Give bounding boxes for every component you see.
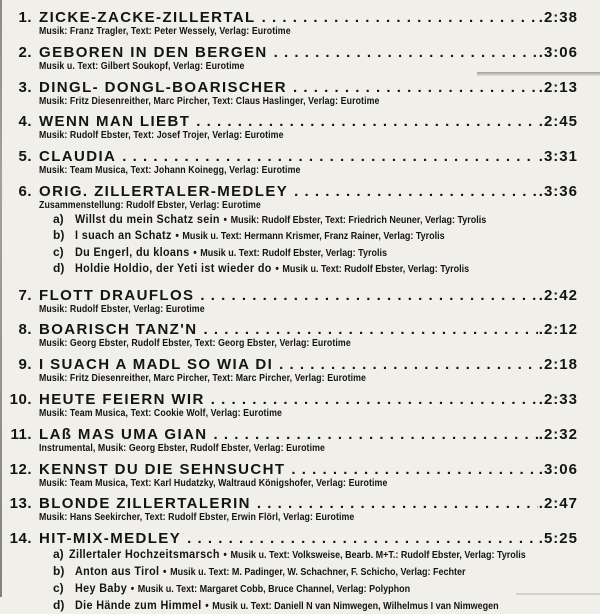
subitem-title: Zillertaler Hochzeitsmarsch: [68, 547, 220, 562]
bullet-separator-icon: •: [205, 599, 209, 612]
track-duration: . 3:31: [539, 149, 578, 165]
track-title-row: [4, 80, 578, 96]
dot-leader: [294, 184, 538, 200]
medley-subitem: [53, 581, 578, 598]
track-title-row: [4, 322, 578, 338]
subitem-title: Hey Baby: [75, 580, 128, 595]
track-title: FLOTT DRAUFLOS: [39, 286, 195, 304]
track-duration: . 3:06: [539, 462, 578, 478]
subitem-content: [75, 245, 387, 261]
dot-leader: [293, 80, 538, 96]
track-credit: Musik: Franz Tragler, Text: Peter Wessely, Verlag: Eurotime: [39, 26, 291, 37]
track-title-row: [4, 114, 578, 130]
track-title-row: [4, 45, 578, 61]
track-number: 8.: [18, 321, 32, 339]
track-title: DINGL- DONGL-BOARISCHER: [39, 78, 288, 96]
subitem-title: Holdie Holdio, der Yeti ist wieder do: [75, 261, 272, 276]
medley-subitems: [53, 547, 578, 614]
dot-leader: [122, 149, 538, 165]
track-credit: Instrumental, Musik: Georg Ebster, Rudolf Ebster, Verlag: Eurotime: [39, 442, 325, 454]
subitem-label: d): [53, 597, 65, 612]
dot-leader: [274, 45, 538, 61]
medley-subitems: [53, 212, 578, 278]
track-credit: Musik: Team Musica, Text: Johann Koinegg, Verlag: Eurotime: [39, 165, 301, 177]
subitem-credit: Musik u. Text: Daniell N van Nimwegen, Wilhelmus I van Nimwegen: [212, 600, 499, 612]
medley-subitem: [53, 261, 578, 277]
medley-subitem: [53, 212, 578, 228]
medley-subitem: [53, 547, 578, 564]
subitem-content: [75, 581, 410, 598]
track-item: [4, 322, 578, 350]
track-duration: . 2:13: [539, 80, 578, 96]
subitem-label: a): [53, 211, 64, 226]
track-credit: Musik: Hans Seekircher, Text: Rudolf Ebster, Erwin Flörl, Verlag: Eurotime: [39, 512, 355, 524]
bullet-separator-icon: •: [130, 582, 135, 595]
track-item: [4, 114, 578, 142]
track-title-row: [4, 184, 578, 200]
track-item: [4, 288, 578, 316]
bullet-separator-icon: •: [223, 549, 227, 562]
track-duration: . 2:38: [539, 10, 578, 26]
dot-leader: [257, 496, 538, 512]
track-item: [4, 149, 578, 177]
subitem-content: [75, 212, 486, 228]
subitem-credit: Musik u. Text: Hermann Krismer, Franz Rainer, Verlag: Tyrolis: [182, 231, 445, 243]
track-number: 2.: [18, 43, 32, 61]
dot-leader: [200, 288, 537, 304]
subitem-label: d): [53, 261, 65, 276]
bullet-separator-icon: •: [223, 213, 227, 226]
subitem-credit: Musik u. Text: M. Padinger, W. Schachner, F. Schicho, Verlag: Fechter: [170, 566, 466, 578]
track-title: BOARISCH TANZ'N: [39, 321, 198, 339]
track-duration: . 3:06: [539, 45, 578, 61]
subitem-label: c): [53, 580, 64, 595]
dot-leader: [291, 462, 537, 478]
track-item: [4, 531, 578, 614]
track-title: KENNST DU DIE SEHNSUCHT: [39, 460, 286, 478]
track-credit: Musik: Team Musica, Text: Cookie Wolf, Verlag: Eurotime: [39, 408, 282, 419]
dot-leader: [196, 114, 538, 130]
dot-leader: [279, 357, 538, 373]
track-item: [4, 184, 578, 278]
subitem-content: [75, 564, 465, 581]
track-duration: . 2:45: [539, 114, 578, 130]
dot-leader: [211, 392, 538, 408]
subitem-title: Willst du mein Schatz sein: [75, 211, 220, 226]
track-title: ORIG. ZILLERTALER-MEDLEY: [39, 182, 289, 200]
track-title-row: [4, 427, 578, 443]
bullet-separator-icon: •: [193, 246, 197, 259]
subitem-title: I suach an Schatz: [75, 228, 172, 243]
subitem-credit: Musik u. Text: Margaret Cobb, Bruce Channel, Verlag: Polyphon: [137, 583, 411, 595]
track-number: 1.: [18, 9, 32, 26]
track-credit: Musik: Fritz Diesenreither, Marc Pircher, Text: Claus Haslinger, Verlag: Eurotime: [39, 95, 380, 107]
dot-leader: [203, 322, 537, 338]
track-item: [4, 462, 578, 490]
track-number: 10.: [9, 391, 32, 408]
track-duration: . 2:18: [539, 357, 578, 373]
track-title: I SUACH A MADL SO WIA DI: [39, 356, 274, 374]
track-title-row: [4, 357, 578, 373]
track-list-container: [4, 10, 578, 614]
track-number: 3.: [18, 78, 32, 96]
track-title: HEUTE FEIERN WIR: [39, 391, 205, 408]
subitem-credit: Musik u. Text: Volksweise, Bearb. M+T.: Rudolf Ebster, Verlag: Tyrolis: [230, 550, 526, 562]
subitem-credit: Musik: Rudolf Ebster, Text: Friedrich Neuner, Verlag: Tyrolis: [230, 214, 487, 226]
track-title: BLONDE ZILLERTALERIN: [39, 495, 251, 513]
track-item: [4, 357, 578, 385]
subitem-content: [75, 598, 499, 614]
track-credit: Musik: Georg Ebster, Rudolf Ebster, Text: Georg Ebster, Verlag: Eurotime: [39, 338, 351, 350]
track-title: WENN MAN LIEBT: [39, 113, 191, 131]
subitem-title: Du Engerl, du kloans: [75, 244, 190, 259]
track-number: 4.: [18, 113, 32, 131]
track-item: [4, 10, 578, 38]
subitem-label: b): [53, 228, 65, 243]
medley-subitem: [53, 245, 578, 261]
subitem-credit: Musik u. Text: Rudolf Ebster, Verlag: Tyrolis: [282, 264, 470, 276]
track-number: 14.: [9, 530, 32, 548]
track-title-row: [4, 462, 578, 478]
track-title-row: [4, 10, 578, 26]
track-duration: . 3:36: [539, 184, 578, 200]
track-title-row: [4, 392, 578, 408]
track-duration: . 5:25: [539, 531, 578, 547]
track-number: 7.: [18, 286, 32, 304]
subitem-content: [69, 547, 526, 564]
subitem-content: [75, 261, 469, 277]
dot-leader: [262, 10, 538, 26]
track-title-row: [4, 288, 578, 304]
track-duration: . 2:12: [539, 322, 578, 338]
track-credit: Musik: Team Musica, Text: Karl Hudatzky, Waltraud Königshofer, Verlag: Eurotime: [39, 477, 388, 489]
bullet-separator-icon: •: [163, 565, 167, 578]
track-credit: Zusammenstellung: Rudolf Ebster, Verlag: Eurotime: [39, 199, 261, 211]
subitem-label: b): [53, 563, 65, 578]
track-item: [4, 80, 578, 108]
track-title: CLAUDIA: [39, 148, 117, 166]
track-number: 6.: [18, 182, 32, 200]
track-number: 13.: [9, 495, 32, 513]
medley-subitem: [53, 598, 578, 614]
medley-subitem: [53, 228, 578, 244]
scan-edge-left: [0, 0, 2, 597]
scan-artifact-line: [477, 72, 600, 76]
track-credit: Musik u. Text: Gilbert Soukopf, Verlag: Eurotime: [39, 60, 245, 72]
track-title-row: [4, 496, 578, 512]
track-credit: Musik: Rudolf Ebster, Verlag: Eurotime: [39, 303, 205, 315]
track-number: 12.: [9, 460, 32, 478]
track-title: ZICKE-ZACKE-ZILLERTAL: [39, 9, 256, 26]
dot-leader: [214, 427, 538, 443]
track-item: [4, 392, 578, 420]
track-number: 9.: [18, 356, 32, 374]
track-credit: Musik: Rudolf Ebster, Text: Josef Trojer, Verlag: Eurotime: [39, 130, 284, 142]
scan-artifact-line-bottom: [516, 593, 600, 595]
track-number: 11.: [10, 425, 32, 443]
track-item: [4, 45, 578, 73]
medley-subitem: [53, 564, 578, 581]
track-title-row: [4, 149, 578, 165]
dot-leader: [187, 531, 538, 547]
subitem-label: a): [53, 547, 64, 562]
subitem-content: [75, 228, 445, 244]
track-number: 5.: [18, 148, 32, 166]
track-duration: . 2:47: [539, 496, 578, 512]
track-item: [4, 496, 578, 524]
track-duration: . 2:32: [539, 427, 578, 443]
track-title: GEBOREN IN DEN BERGEN: [39, 43, 268, 61]
track-title-row: [4, 531, 578, 547]
track-duration: . 2:42: [539, 288, 578, 304]
bullet-separator-icon: •: [275, 263, 279, 276]
track-title: HIT-MIX-MEDLEY: [39, 530, 182, 548]
subitem-label: c): [53, 244, 64, 259]
track-duration: . 2:33: [539, 392, 578, 408]
track-item: [4, 427, 578, 455]
bullet-separator-icon: •: [175, 230, 179, 243]
subitem-title: Die Hände zum Himmel: [75, 597, 202, 612]
subitem-credit: Musik u. Text: Rudolf Ebster, Verlag: Tyrolis: [200, 247, 388, 259]
track-title: LAß MAS UMA GIAN: [39, 425, 208, 443]
track-credit: Musik: Fritz Diesenreither, Marc Pircher, Text: Marc Pircher, Verlag: Eurotime: [39, 373, 367, 385]
subitem-title: Anton aus Tirol: [75, 563, 160, 578]
